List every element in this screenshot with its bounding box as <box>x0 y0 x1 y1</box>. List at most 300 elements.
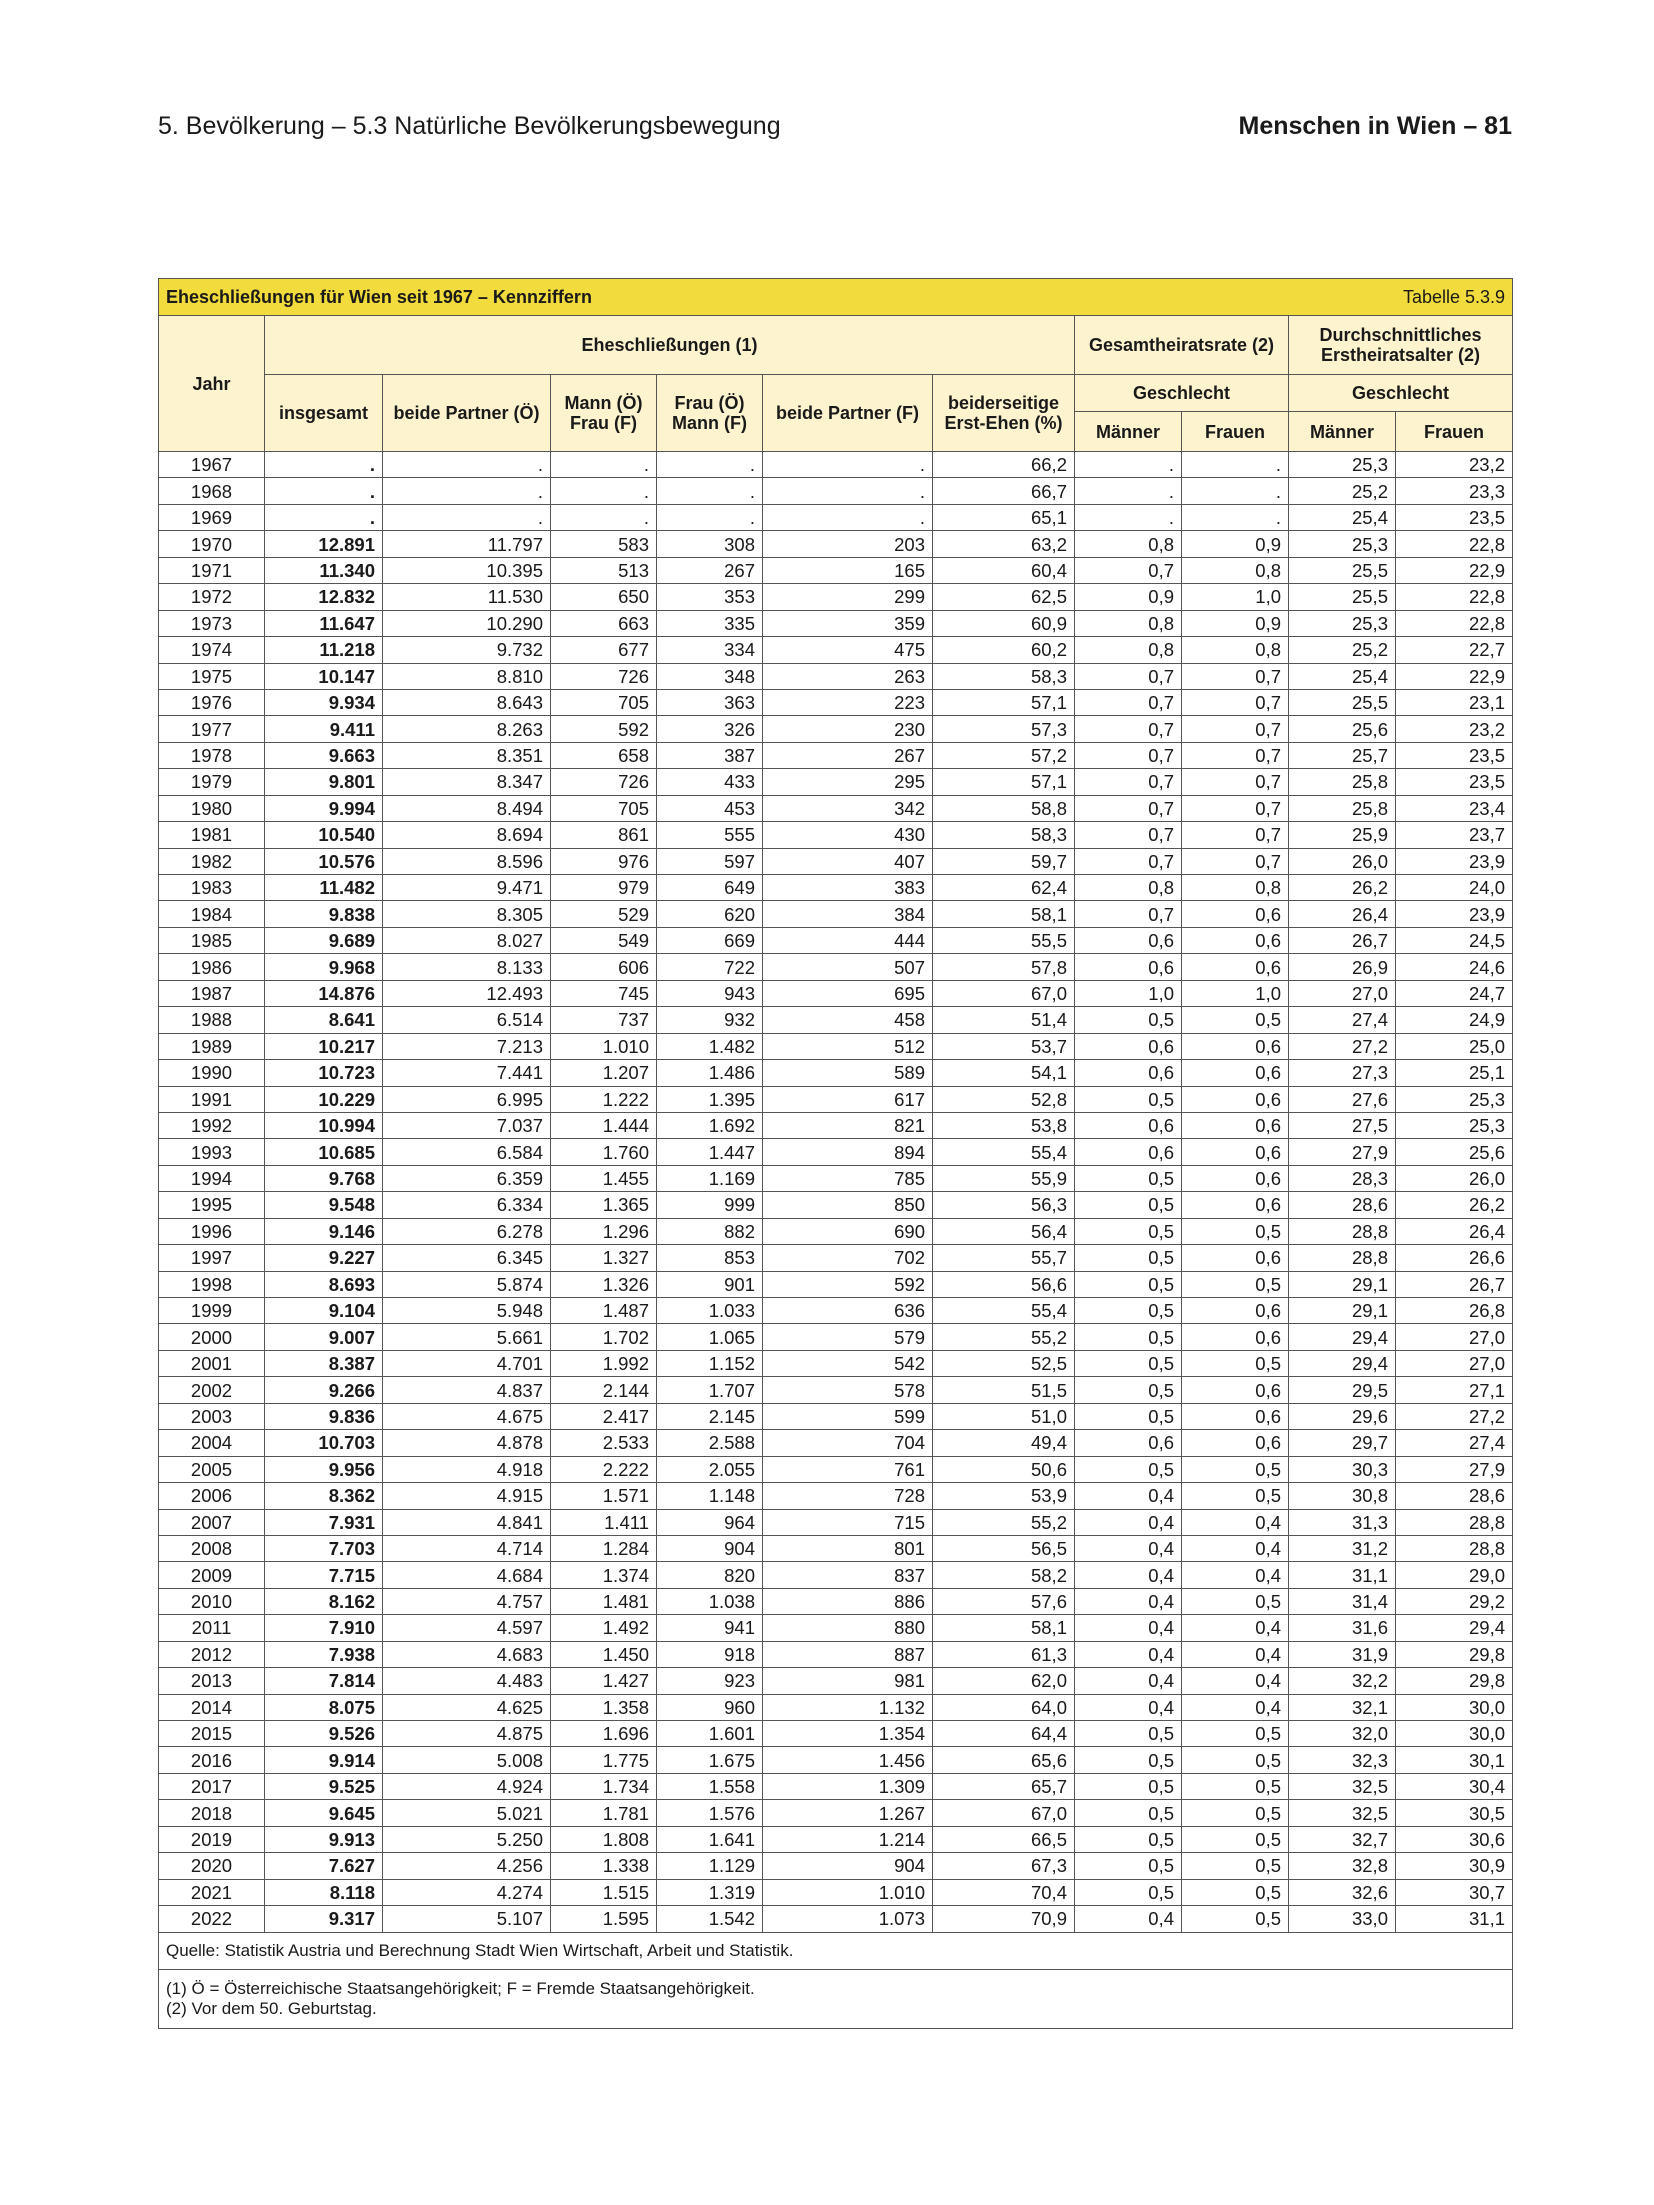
cell-rate-men: 0,7 <box>1075 822 1182 848</box>
cell-total: 9.317 <box>265 1906 383 1932</box>
cell-total: 9.836 <box>265 1403 383 1429</box>
cell-both-foreign: 512 <box>763 1033 933 1059</box>
table-row <box>159 637 1513 663</box>
cell-age-women: 23,1 <box>1396 689 1513 715</box>
cell-age-men: 29,7 <box>1289 1430 1396 1456</box>
cell-age-men: 29,5 <box>1289 1377 1396 1403</box>
header-first-marriages: beiderseitige Erst-Ehen (%) <box>933 375 1075 452</box>
cell-woman-a-man-f: 1.033 <box>657 1298 763 1324</box>
cell-both-austrian: 8.810 <box>383 663 551 689</box>
cell-woman-a-man-f: 1.148 <box>657 1483 763 1509</box>
cell-year: 2018 <box>159 1800 265 1826</box>
cell-age-women: 30,7 <box>1396 1879 1513 1905</box>
cell-age-men: 29,4 <box>1289 1350 1396 1376</box>
table-row <box>159 822 1513 848</box>
cell-rate-women: . <box>1182 504 1289 530</box>
marriage-statistics-table <box>158 278 1513 2029</box>
cell-age-men: 26,0 <box>1289 848 1396 874</box>
table-row <box>159 663 1513 689</box>
cell-rate-women: 0,6 <box>1182 927 1289 953</box>
cell-both-austrian: 6.584 <box>383 1139 551 1165</box>
cell-rate-women: 0,8 <box>1182 557 1289 583</box>
table-row <box>159 531 1513 557</box>
cell-age-women: 26,6 <box>1396 1245 1513 1271</box>
cell-woman-a-man-f: 1.707 <box>657 1377 763 1403</box>
cell-rate-men: 0,5 <box>1075 1377 1182 1403</box>
cell-age-men: 25,9 <box>1289 822 1396 848</box>
table-row <box>159 875 1513 901</box>
cell-total: 9.934 <box>265 689 383 715</box>
cell-both-austrian: 8.694 <box>383 822 551 848</box>
cell-man-a-woman-f: 658 <box>551 742 657 768</box>
cell-both-austrian: 10.395 <box>383 557 551 583</box>
table-row <box>159 954 1513 980</box>
cell-rate-women: 0,7 <box>1182 689 1289 715</box>
cell-total: 10.217 <box>265 1033 383 1059</box>
cell-total: 7.931 <box>265 1509 383 1535</box>
cell-first-marriages-pct: 50,6 <box>933 1456 1075 1482</box>
header-group-marriages: Eheschließungen (1) <box>265 316 1075 375</box>
cell-age-women: 24,6 <box>1396 954 1513 980</box>
cell-age-women: 23,9 <box>1396 848 1513 874</box>
cell-total: 7.715 <box>265 1562 383 1588</box>
cell-first-marriages-pct: 70,4 <box>933 1879 1075 1905</box>
cell-rate-men: 0,7 <box>1075 848 1182 874</box>
cell-woman-a-man-f: 1.601 <box>657 1721 763 1747</box>
cell-age-men: 25,4 <box>1289 504 1396 530</box>
cell-age-women: 26,7 <box>1396 1271 1513 1297</box>
cell-woman-a-man-f: 1.447 <box>657 1139 763 1165</box>
header-men-rate: Männer <box>1075 412 1182 452</box>
cell-both-foreign: 1.214 <box>763 1826 933 1852</box>
cell-man-a-woman-f: 650 <box>551 584 657 610</box>
cell-year: 2021 <box>159 1879 265 1905</box>
cell-rate-women: 0,5 <box>1182 1483 1289 1509</box>
cell-age-women: 24,7 <box>1396 980 1513 1006</box>
table-row <box>159 1853 1513 1879</box>
cell-age-men: 25,5 <box>1289 584 1396 610</box>
cell-man-a-woman-f: 1.374 <box>551 1562 657 1588</box>
cell-rate-men: 0,6 <box>1075 927 1182 953</box>
cell-both-austrian: 5.948 <box>383 1298 551 1324</box>
cell-both-austrian: 9.471 <box>383 875 551 901</box>
cell-rate-men: 0,7 <box>1075 663 1182 689</box>
cell-man-a-woman-f: 861 <box>551 822 657 848</box>
cell-man-a-woman-f: 726 <box>551 663 657 689</box>
cell-year: 1997 <box>159 1245 265 1271</box>
cell-age-men: 25,3 <box>1289 452 1396 478</box>
cell-both-austrian: 7.441 <box>383 1060 551 1086</box>
cell-total: 9.689 <box>265 927 383 953</box>
cell-age-men: 25,7 <box>1289 742 1396 768</box>
cell-total: 10.723 <box>265 1060 383 1086</box>
cell-total: 9.913 <box>265 1826 383 1852</box>
cell-age-women: 27,0 <box>1396 1324 1513 1350</box>
cell-rate-men: 0,5 <box>1075 1773 1182 1799</box>
cell-man-a-woman-f: 1.571 <box>551 1483 657 1509</box>
table-row <box>159 848 1513 874</box>
cell-first-marriages-pct: 55,7 <box>933 1245 1075 1271</box>
cell-total: . <box>265 478 383 504</box>
cell-rate-men: 0,7 <box>1075 795 1182 821</box>
table-footnotes <box>159 1969 1513 2028</box>
cell-woman-a-man-f: 999 <box>657 1192 763 1218</box>
cell-both-austrian: 4.483 <box>383 1668 551 1694</box>
cell-age-women: 23,5 <box>1396 769 1513 795</box>
cell-both-austrian: 7.213 <box>383 1033 551 1059</box>
cell-total: 10.229 <box>265 1086 383 1112</box>
cell-man-a-woman-f: 1.781 <box>551 1800 657 1826</box>
cell-man-a-woman-f: 606 <box>551 954 657 980</box>
cell-rate-men: 0,5 <box>1075 1324 1182 1350</box>
cell-first-marriages-pct: 66,5 <box>933 1826 1075 1852</box>
cell-rate-men: 0,5 <box>1075 1403 1182 1429</box>
table-row <box>159 1430 1513 1456</box>
table-row <box>159 1139 1513 1165</box>
cell-total: 12.891 <box>265 531 383 557</box>
cell-rate-women: . <box>1182 452 1289 478</box>
cell-age-women: 30,4 <box>1396 1773 1513 1799</box>
cell-both-foreign: 904 <box>763 1853 933 1879</box>
cell-rate-men: 0,7 <box>1075 689 1182 715</box>
table-row <box>159 1588 1513 1614</box>
cell-total: 9.548 <box>265 1192 383 1218</box>
cell-both-austrian: 9.732 <box>383 637 551 663</box>
cell-both-foreign: 430 <box>763 822 933 848</box>
cell-man-a-woman-f: 1.010 <box>551 1033 657 1059</box>
publication-page-number: Menschen in Wien – 81 <box>1238 112 1512 140</box>
cell-man-a-woman-f: 549 <box>551 927 657 953</box>
cell-both-austrian: 12.493 <box>383 980 551 1006</box>
cell-woman-a-man-f: 904 <box>657 1535 763 1561</box>
cell-both-austrian: 5.661 <box>383 1324 551 1350</box>
cell-both-austrian: 6.514 <box>383 1007 551 1033</box>
cell-year: 1985 <box>159 927 265 953</box>
header-women-rate: Frauen <box>1182 412 1289 452</box>
cell-woman-a-man-f: 1.129 <box>657 1853 763 1879</box>
cell-first-marriages-pct: 56,3 <box>933 1192 1075 1218</box>
cell-both-foreign: 592 <box>763 1271 933 1297</box>
table-row <box>159 742 1513 768</box>
table-row <box>159 901 1513 927</box>
cell-total: 7.910 <box>265 1615 383 1641</box>
table-row <box>159 1060 1513 1086</box>
cell-rate-men: 0,5 <box>1075 1086 1182 1112</box>
cell-woman-a-man-f: 2.588 <box>657 1430 763 1456</box>
cell-age-women: 22,8 <box>1396 584 1513 610</box>
cell-age-men: 32,5 <box>1289 1773 1396 1799</box>
cell-total: 7.703 <box>265 1535 383 1561</box>
cell-rate-women: 0,4 <box>1182 1509 1289 1535</box>
cell-age-women: 23,5 <box>1396 504 1513 530</box>
cell-age-women: 23,2 <box>1396 452 1513 478</box>
cell-both-austrian: 6.278 <box>383 1218 551 1244</box>
cell-woman-a-man-f: 1.692 <box>657 1112 763 1138</box>
cell-rate-women: 0,6 <box>1182 1139 1289 1165</box>
cell-woman-a-man-f: 941 <box>657 1615 763 1641</box>
cell-total: 7.938 <box>265 1641 383 1667</box>
cell-man-a-woman-f: 1.992 <box>551 1350 657 1376</box>
cell-first-marriages-pct: 60,9 <box>933 610 1075 636</box>
cell-man-a-woman-f: 1.734 <box>551 1773 657 1799</box>
cell-total: 10.147 <box>265 663 383 689</box>
cell-both-austrian: 7.037 <box>383 1112 551 1138</box>
cell-first-marriages-pct: 55,4 <box>933 1298 1075 1324</box>
cell-rate-women: 0,5 <box>1182 1721 1289 1747</box>
cell-rate-men: 0,5 <box>1075 1245 1182 1271</box>
cell-rate-women: 0,7 <box>1182 716 1289 742</box>
cell-both-austrian: 8.494 <box>383 795 551 821</box>
cell-rate-women: 0,6 <box>1182 1403 1289 1429</box>
cell-rate-women: 0,7 <box>1182 769 1289 795</box>
cell-woman-a-man-f: 1.482 <box>657 1033 763 1059</box>
cell-year: 2011 <box>159 1615 265 1641</box>
cell-year: 1994 <box>159 1165 265 1191</box>
cell-total: 9.411 <box>265 716 383 742</box>
cell-woman-a-man-f: 1.395 <box>657 1086 763 1112</box>
table-row <box>159 1879 1513 1905</box>
cell-first-marriages-pct: 55,2 <box>933 1324 1075 1350</box>
cell-year: 2022 <box>159 1906 265 1932</box>
cell-first-marriages-pct: 58,3 <box>933 663 1075 689</box>
cell-rate-men: 0,4 <box>1075 1562 1182 1588</box>
cell-rate-women: 0,9 <box>1182 531 1289 557</box>
cell-man-a-woman-f: . <box>551 452 657 478</box>
table-row <box>159 584 1513 610</box>
cell-man-a-woman-f: 1.411 <box>551 1509 657 1535</box>
cell-total: 10.540 <box>265 822 383 848</box>
cell-woman-a-man-f: 964 <box>657 1509 763 1535</box>
cell-age-men: 26,7 <box>1289 927 1396 953</box>
table-row <box>159 1641 1513 1667</box>
cell-total: 9.838 <box>265 901 383 927</box>
cell-total: 8.075 <box>265 1694 383 1720</box>
cell-rate-women: 0,6 <box>1182 1430 1289 1456</box>
cell-both-austrian: 4.683 <box>383 1641 551 1667</box>
cell-rate-women: 0,4 <box>1182 1535 1289 1561</box>
cell-both-austrian: 4.915 <box>383 1483 551 1509</box>
table-row <box>159 689 1513 715</box>
cell-both-foreign: 821 <box>763 1112 933 1138</box>
cell-age-women: 27,1 <box>1396 1377 1513 1403</box>
cell-rate-women: 0,6 <box>1182 1377 1289 1403</box>
footnote-1: (1) Ö = Österreichische Staatsangehörigkeit; F = Fremde Staatsangehörigkeit. <box>166 1978 755 1998</box>
cell-age-women: 23,4 <box>1396 795 1513 821</box>
cell-first-marriages-pct: 65,7 <box>933 1773 1075 1799</box>
cell-first-marriages-pct: 56,5 <box>933 1535 1075 1561</box>
cell-rate-women: 0,7 <box>1182 795 1289 821</box>
cell-age-men: 31,6 <box>1289 1615 1396 1641</box>
cell-total: 7.814 <box>265 1668 383 1694</box>
cell-both-austrian: 5.021 <box>383 1800 551 1826</box>
cell-rate-men: 1,0 <box>1075 980 1182 1006</box>
cell-age-women: 24,5 <box>1396 927 1513 953</box>
cell-year: 2012 <box>159 1641 265 1667</box>
cell-both-foreign: 342 <box>763 795 933 821</box>
cell-both-austrian: 4.878 <box>383 1430 551 1456</box>
table-row <box>159 1800 1513 1826</box>
cell-age-women: 28,8 <box>1396 1535 1513 1561</box>
cell-man-a-woman-f: 1.444 <box>551 1112 657 1138</box>
cell-rate-men: 0,8 <box>1075 610 1182 636</box>
cell-first-marriages-pct: 55,5 <box>933 927 1075 953</box>
cell-year: 1979 <box>159 769 265 795</box>
cell-both-austrian: 8.643 <box>383 689 551 715</box>
cell-woman-a-man-f: 943 <box>657 980 763 1006</box>
cell-woman-a-man-f: 882 <box>657 1218 763 1244</box>
cell-year: 1968 <box>159 478 265 504</box>
cell-year: 2005 <box>159 1456 265 1482</box>
cell-rate-women: 0,5 <box>1182 1350 1289 1376</box>
cell-both-foreign: 458 <box>763 1007 933 1033</box>
cell-age-men: 32,6 <box>1289 1879 1396 1905</box>
table-row <box>159 1033 1513 1059</box>
cell-man-a-woman-f: 1.481 <box>551 1588 657 1614</box>
cell-rate-men: 0,5 <box>1075 1192 1182 1218</box>
table-row <box>159 927 1513 953</box>
cell-total: 9.768 <box>265 1165 383 1191</box>
cell-rate-women: 0,5 <box>1182 1800 1289 1826</box>
cell-man-a-woman-f: 1.427 <box>551 1668 657 1694</box>
cell-rate-women: 0,6 <box>1182 1298 1289 1324</box>
cell-rate-men: 0,4 <box>1075 1615 1182 1641</box>
cell-age-men: 25,2 <box>1289 637 1396 663</box>
table-row <box>159 1535 1513 1561</box>
cell-rate-men: 0,5 <box>1075 1271 1182 1297</box>
cell-age-men: 32,5 <box>1289 1800 1396 1826</box>
cell-rate-men: 0,5 <box>1075 1800 1182 1826</box>
cell-age-men: 25,2 <box>1289 478 1396 504</box>
cell-year: 2002 <box>159 1377 265 1403</box>
cell-age-men: 30,3 <box>1289 1456 1396 1482</box>
cell-year: 1980 <box>159 795 265 821</box>
cell-age-women: 23,7 <box>1396 822 1513 848</box>
cell-woman-a-man-f: 960 <box>657 1694 763 1720</box>
cell-rate-women: 0,5 <box>1182 1218 1289 1244</box>
cell-year: 1986 <box>159 954 265 980</box>
cell-first-marriages-pct: 67,3 <box>933 1853 1075 1879</box>
cell-rate-women: 0,6 <box>1182 1245 1289 1271</box>
table-row <box>159 504 1513 530</box>
cell-rate-men: 0,5 <box>1075 1853 1182 1879</box>
cell-both-austrian: . <box>383 504 551 530</box>
cell-both-foreign: 1.073 <box>763 1906 933 1932</box>
cell-first-marriages-pct: 55,9 <box>933 1165 1075 1191</box>
table-row <box>159 1165 1513 1191</box>
cell-rate-men: 0,6 <box>1075 1430 1182 1456</box>
cell-woman-a-man-f: 555 <box>657 822 763 848</box>
table-row <box>159 1271 1513 1297</box>
cell-both-austrian: 4.875 <box>383 1721 551 1747</box>
cell-age-women: 25,6 <box>1396 1139 1513 1165</box>
table-row <box>159 1245 1513 1271</box>
cell-rate-women: . <box>1182 478 1289 504</box>
cell-first-marriages-pct: 55,2 <box>933 1509 1075 1535</box>
cell-year: 1984 <box>159 901 265 927</box>
table-row <box>159 1112 1513 1138</box>
cell-first-marriages-pct: 58,1 <box>933 1615 1075 1641</box>
cell-first-marriages-pct: 52,8 <box>933 1086 1075 1112</box>
cell-year: 2013 <box>159 1668 265 1694</box>
cell-age-men: 27,5 <box>1289 1112 1396 1138</box>
cell-first-marriages-pct: 58,2 <box>933 1562 1075 1588</box>
cell-year: 1982 <box>159 848 265 874</box>
cell-year: 1976 <box>159 689 265 715</box>
cell-woman-a-man-f: 335 <box>657 610 763 636</box>
cell-age-men: 31,9 <box>1289 1641 1396 1667</box>
table-row <box>159 1377 1513 1403</box>
cell-total: 10.703 <box>265 1430 383 1456</box>
cell-age-women: 22,7 <box>1396 637 1513 663</box>
cell-year: 2004 <box>159 1430 265 1456</box>
cell-woman-a-man-f: 1.542 <box>657 1906 763 1932</box>
cell-age-women: 27,2 <box>1396 1403 1513 1429</box>
cell-total: 7.627 <box>265 1853 383 1879</box>
cell-rate-women: 0,7 <box>1182 663 1289 689</box>
cell-both-foreign: 715 <box>763 1509 933 1535</box>
cell-total: 9.007 <box>265 1324 383 1350</box>
cell-both-austrian: 4.837 <box>383 1377 551 1403</box>
cell-both-foreign: 636 <box>763 1298 933 1324</box>
cell-woman-a-man-f: 1.675 <box>657 1747 763 1773</box>
cell-age-men: 33,0 <box>1289 1906 1396 1932</box>
cell-rate-women: 0,5 <box>1182 1906 1289 1932</box>
header-group-rate: Gesamtheiratsrate (2) <box>1075 316 1289 375</box>
cell-total: 14.876 <box>265 980 383 1006</box>
cell-woman-a-man-f: . <box>657 452 763 478</box>
cell-man-a-woman-f: 1.760 <box>551 1139 657 1165</box>
table-row <box>159 1192 1513 1218</box>
cell-rate-women: 0,5 <box>1182 1271 1289 1297</box>
cell-man-a-woman-f: 1.358 <box>551 1694 657 1720</box>
cell-both-foreign: 1.267 <box>763 1800 933 1826</box>
cell-both-austrian: 4.918 <box>383 1456 551 1482</box>
cell-total: 9.956 <box>265 1456 383 1482</box>
cell-rate-women: 0,6 <box>1182 1165 1289 1191</box>
cell-year: 1969 <box>159 504 265 530</box>
cell-year: 1973 <box>159 610 265 636</box>
cell-both-foreign: 981 <box>763 1668 933 1694</box>
cell-total: 9.266 <box>265 1377 383 1403</box>
cell-both-foreign: 850 <box>763 1192 933 1218</box>
cell-woman-a-man-f: 1.169 <box>657 1165 763 1191</box>
cell-age-men: 32,3 <box>1289 1747 1396 1773</box>
cell-rate-men: 0,5 <box>1075 1165 1182 1191</box>
cell-age-women: 26,4 <box>1396 1218 1513 1244</box>
cell-age-men: 26,2 <box>1289 875 1396 901</box>
table-row <box>159 1324 1513 1350</box>
cell-both-foreign: 887 <box>763 1641 933 1667</box>
cell-rate-women: 0,6 <box>1182 1060 1289 1086</box>
cell-rate-women: 0,6 <box>1182 901 1289 927</box>
cell-woman-a-man-f: 669 <box>657 927 763 953</box>
cell-both-austrian: 11.797 <box>383 531 551 557</box>
cell-year: 1987 <box>159 980 265 1006</box>
cell-woman-a-man-f: 1.152 <box>657 1350 763 1376</box>
cell-man-a-woman-f: 1.595 <box>551 1906 657 1932</box>
cell-year: 2015 <box>159 1721 265 1747</box>
cell-both-foreign: 295 <box>763 769 933 795</box>
table-row <box>159 1483 1513 1509</box>
cell-both-austrian: 4.924 <box>383 1773 551 1799</box>
table-row <box>159 1562 1513 1588</box>
cell-year: 1983 <box>159 875 265 901</box>
cell-age-men: 29,6 <box>1289 1403 1396 1429</box>
cell-total: 10.994 <box>265 1112 383 1138</box>
cell-total: 8.162 <box>265 1588 383 1614</box>
cell-age-women: 24,0 <box>1396 875 1513 901</box>
cell-both-foreign: . <box>763 478 933 504</box>
